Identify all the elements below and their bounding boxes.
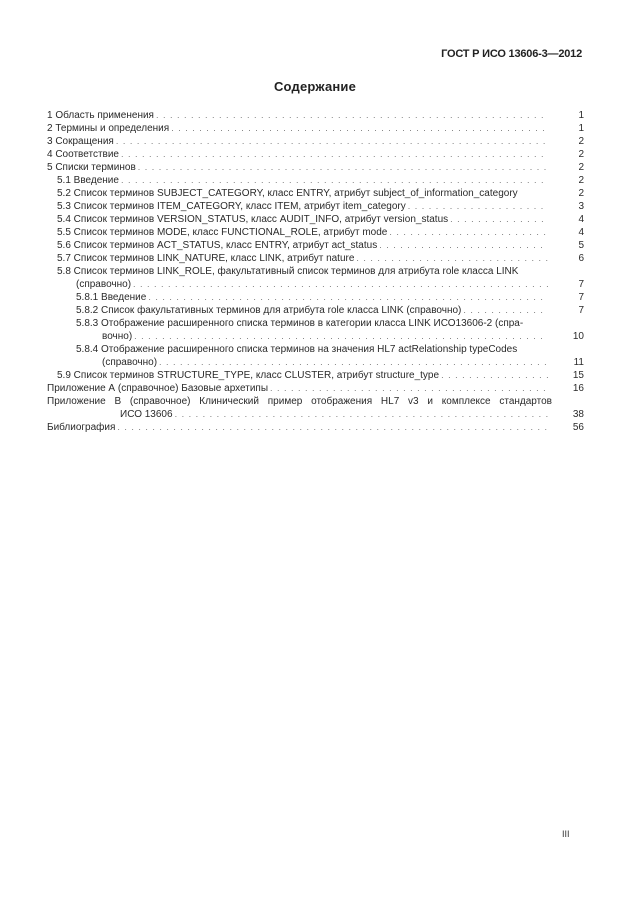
toc-entry-title: 5.8.2 Список факультативных терминов для атрибута role класса LINK (справочно) xyxy=(76,305,462,316)
toc-entry-page: 2 xyxy=(578,162,584,173)
dot-leader xyxy=(379,239,548,252)
toc-entry-page: 2 xyxy=(578,136,584,147)
toc-entry-title: (справочно) xyxy=(102,357,158,368)
toc-entry[interactable] xyxy=(47,174,584,187)
toc-entry[interactable] xyxy=(47,356,584,369)
toc-entry[interactable] xyxy=(47,252,584,265)
toc-entry[interactable] xyxy=(47,330,584,343)
dot-leader xyxy=(156,109,548,122)
toc-entry-title: 5.8.3 Отображение расширенного списка терминов в категории класса LINK ИСО13606-2 (спра- xyxy=(76,318,524,329)
toc-entry-page: 4 xyxy=(578,227,584,238)
dot-leader xyxy=(441,369,548,382)
toc-entry-title: 5.4 Список терминов VERSION_STATUS, класс AUDIT_INFO, атрибут version_status xyxy=(57,214,449,225)
toc-entry-page: 7 xyxy=(578,292,584,303)
toc-entry-page: 56 xyxy=(572,422,584,433)
toc-entry[interactable] xyxy=(47,200,584,213)
document-code: ГОСТ Р ИСО 13606-3—2012 xyxy=(441,48,582,60)
toc-entry[interactable] xyxy=(47,421,584,434)
toc-entry-page: 7 xyxy=(578,279,584,290)
toc-entry[interactable] xyxy=(47,187,584,200)
toc-entry-page: 2 xyxy=(578,188,584,199)
dot-leader xyxy=(389,226,548,239)
toc-entry-page: 15 xyxy=(572,370,584,381)
toc-entry[interactable] xyxy=(47,291,584,304)
dot-leader xyxy=(408,200,548,213)
toc-entry-title: 5.3 Список терминов ITEM_CATEGORY, класс ITEM, атрибут item_category xyxy=(57,201,406,212)
toc-entry-page: 2 xyxy=(578,149,584,160)
toc-entry[interactable] xyxy=(47,369,584,382)
toc-entry-title: 5.8.4 Отображение расширенного списка терминов на значения HL7 actRelationship typeCodes xyxy=(76,344,518,355)
toc-entry[interactable] xyxy=(47,317,584,330)
toc-entry-title: 5.2 Список терминов SUBJECT_CATEGORY, класс ENTRY, атрибут subject_of_information_category xyxy=(57,188,518,199)
toc-entry[interactable] xyxy=(47,213,584,226)
toc-entry[interactable] xyxy=(47,304,584,317)
dot-leader xyxy=(134,330,548,343)
dot-leader xyxy=(133,278,548,291)
table-of-contents xyxy=(47,109,584,434)
page-number: III xyxy=(562,829,570,839)
toc-entry-page: 1 xyxy=(578,123,584,134)
dot-leader xyxy=(356,252,548,265)
toc-entry-page: 1 xyxy=(578,110,584,121)
toc-entry[interactable] xyxy=(47,278,584,291)
toc-entry[interactable] xyxy=(47,239,584,252)
toc-entry-page: 3 xyxy=(578,201,584,212)
toc-entry-title: Библиография xyxy=(47,422,116,433)
toc-entry-title: 4 Соответствие xyxy=(47,149,119,160)
dot-leader xyxy=(116,135,548,148)
toc-entry-title: (справочно) xyxy=(76,279,132,290)
toc-entry-title: 5.8.1 Введение xyxy=(76,292,147,303)
dot-leader xyxy=(463,304,548,317)
dot-leader xyxy=(171,122,548,135)
toc-entry[interactable] xyxy=(47,395,584,408)
toc-entry[interactable] xyxy=(47,382,584,395)
toc-entry-title: 5.9 Список терминов STRUCTURE_TYPE, класс CLUSTER, атрибут structure_type xyxy=(57,370,440,381)
toc-entry-title: Приложение А (справочное) Базовые архетипы xyxy=(47,383,269,394)
toc-entry-page: 11 xyxy=(573,357,584,368)
toc-entry-page: 38 xyxy=(572,409,584,420)
toc-entry-page: 16 xyxy=(572,383,584,394)
dot-leader xyxy=(138,161,548,174)
toc-entry-title: ИСО 13606 xyxy=(120,409,173,420)
toc-entry[interactable] xyxy=(47,226,584,239)
toc-entry[interactable] xyxy=(47,161,584,174)
toc-entry-title: 5.8 Список терминов LINK_ROLE, факультативный список терминов для атрибута role класса LINK xyxy=(57,266,519,277)
dot-leader xyxy=(121,174,548,187)
toc-entry-title: вочно) xyxy=(102,331,133,342)
toc-entry[interactable] xyxy=(47,109,584,122)
toc-entry-page: 7 xyxy=(578,305,584,316)
toc-entry[interactable] xyxy=(47,408,584,421)
toc-entry-page: 4 xyxy=(578,214,584,225)
toc-entry[interactable] xyxy=(47,265,584,278)
toc-entry-title: 5.1 Введение xyxy=(57,175,119,186)
dot-leader xyxy=(117,421,548,434)
toc-entry[interactable] xyxy=(47,122,584,135)
toc-entry-title: 2 Термины и определения xyxy=(47,123,170,134)
toc-entry-title: 5 Списки терминов xyxy=(47,162,136,173)
toc-entry-page: 10 xyxy=(572,331,584,342)
dot-leader xyxy=(175,408,548,421)
toc-entry-page: 2 xyxy=(578,175,584,186)
dot-leader xyxy=(148,291,548,304)
toc-entry-title: Приложение В (справочное) Клинический пример отображения HL7 v3 и комплексе стандартов xyxy=(47,396,552,407)
toc-entry-page: 5 xyxy=(578,240,584,251)
toc-entry-title: 5.5 Список терминов MODE, класс FUNCTIONAL_ROLE, атрибут mode xyxy=(57,227,388,238)
toc-entry[interactable] xyxy=(47,135,584,148)
toc-title: Содержание xyxy=(273,79,357,94)
toc-entry-title: 1 Область применения xyxy=(47,110,154,121)
toc-entry-title: 5.6 Список терминов ACT_STATUS, класс ENTRY, атрибут act_status xyxy=(57,240,378,251)
toc-entry-page: 6 xyxy=(578,253,584,264)
toc-entry[interactable] xyxy=(47,343,584,356)
dot-leader xyxy=(450,213,548,226)
toc-entry-title: 3 Сокращения xyxy=(47,136,114,147)
dot-leader xyxy=(270,382,548,395)
dot-leader xyxy=(121,148,548,161)
dot-leader xyxy=(159,356,548,369)
toc-entry[interactable] xyxy=(47,148,584,161)
toc-entry-title: 5.7 Список терминов LINK_NATURE, класс LINK, атрибут nature xyxy=(57,253,355,264)
